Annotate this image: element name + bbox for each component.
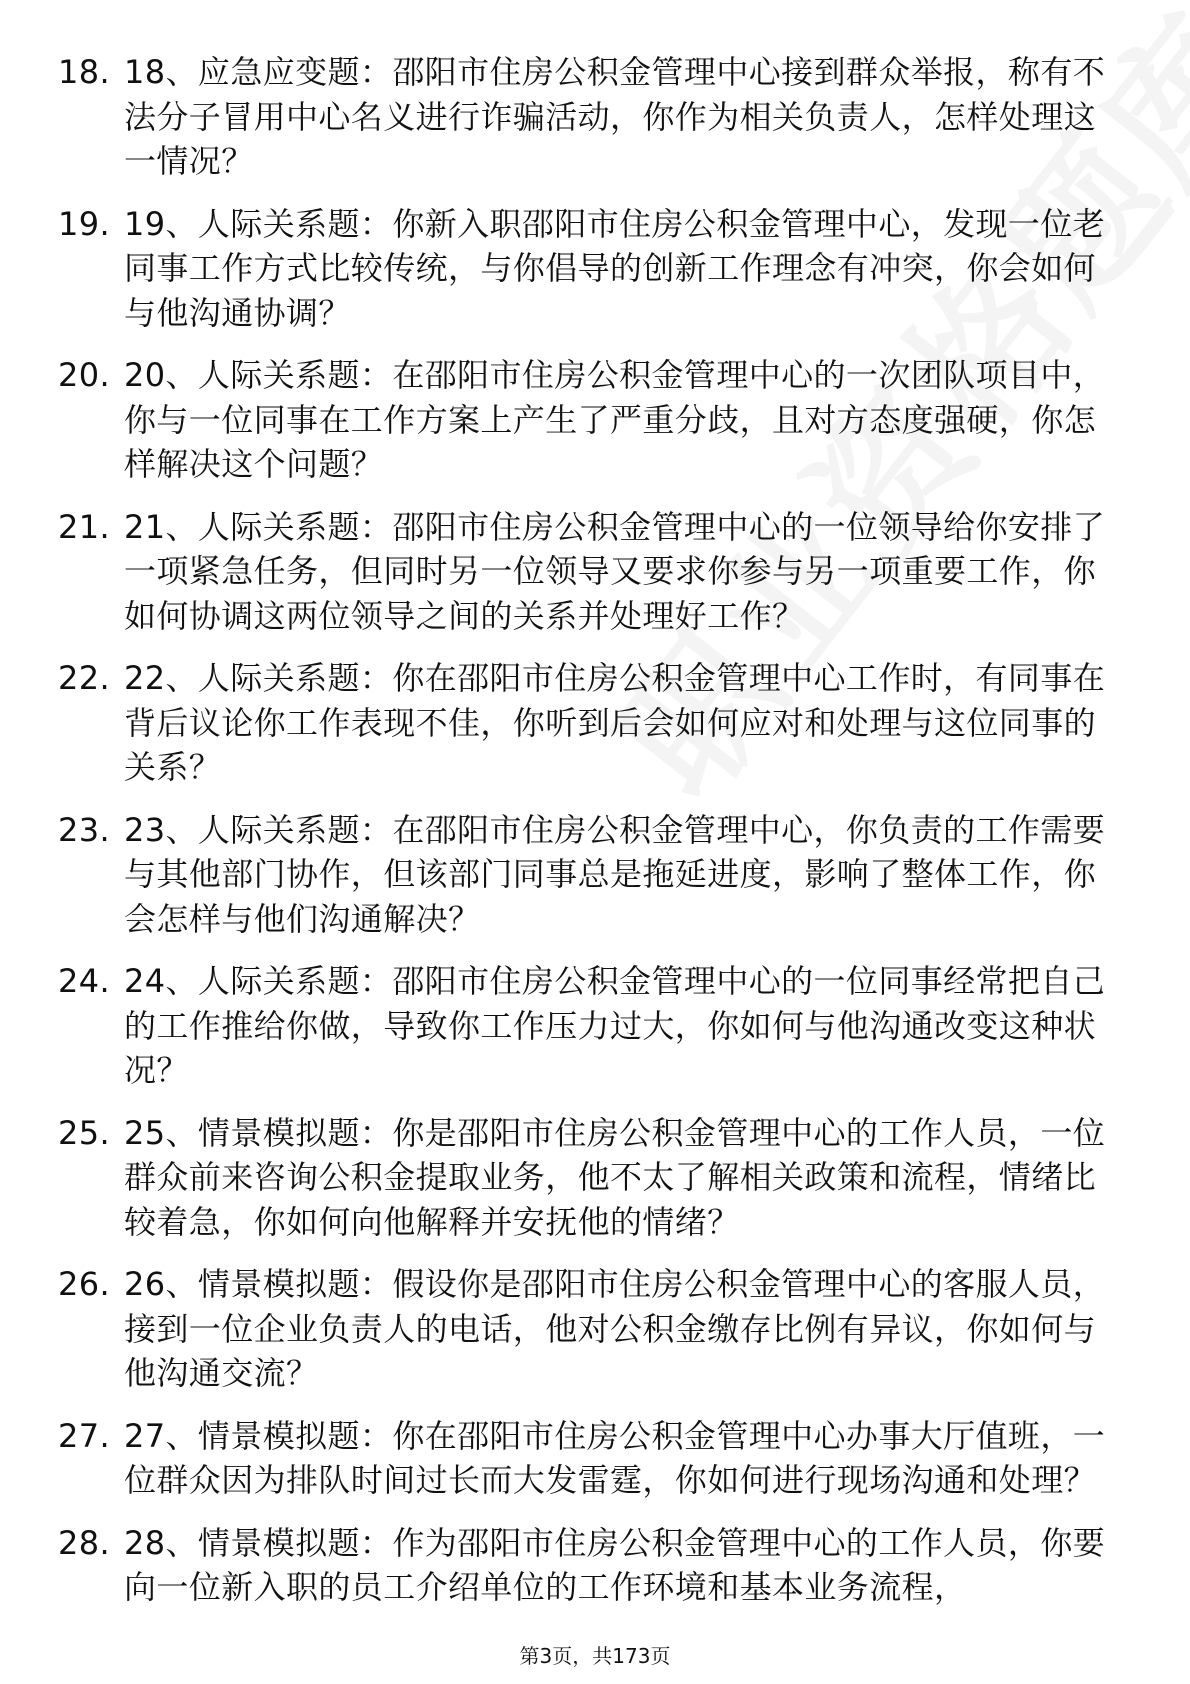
question-text: 23、人际关系题：在邵阳市住房公积金管理中心，你负责的工作需要与其他部门协作，但该部门同事总是拖延进度，影响了整体工作，你会怎样与他们沟通解决？ — [124, 810, 1106, 938]
list-item — [58, 1521, 1118, 1610]
item-number: 18. — [58, 53, 111, 91]
item-number: 21. — [58, 507, 111, 546]
question-list — [58, 50, 1118, 1628]
item-number: 24. — [58, 962, 111, 1000]
list-item — [58, 1414, 1118, 1503]
question-text: 19、人际关系题：你新入职邵阳市住房公积金管理中心，发现一位老同事工作方式比较传统，与你倡导的创新工作理念有冲突，你会如何与他沟通协调？ — [124, 204, 1106, 332]
question-text: 26、情景模拟题：假设你是邵阳市住房公积金管理中心的客服人员，接到一位企业负责人的电话，他对公积金缴存比例有异议，你如何与他沟通交流？ — [124, 1265, 1106, 1392]
question-text: 24、人际关系题：邵阳市住房公积金管理中心的一位同事经常把自己的工作推给你做，导致你工作压力过大，你如何与他沟通改变这种状况？ — [124, 962, 1106, 1089]
item-number: 27. — [58, 1416, 111, 1455]
list-item — [58, 505, 1118, 639]
item-number: 19. — [58, 204, 111, 243]
item-number: 20. — [58, 356, 111, 394]
question-text: 22、人际关系题：你在邵阳市住房公积金管理中心工作时，有同事在背后议论你工作表现不佳，你听到后会如何应对和处理与这位同事的关系？ — [124, 659, 1106, 786]
list-item — [58, 808, 1118, 942]
item-number: 26. — [58, 1265, 111, 1303]
question-text: 20、人际关系题：在邵阳市住房公积金管理中心的一次团队项目中，你与一位同事在工作方案上产生了严重分歧，且对方态度强硬，你怎样解决这个问题？ — [124, 356, 1106, 483]
item-number: 22. — [58, 659, 111, 697]
question-text: 18、应急应变题：邵阳市住房公积金管理中心接到群众举报，称有不法分子冒用中心名义进行诈骗活动，你作为相关负责人，怎样处理这一情况？ — [124, 53, 1106, 180]
question-text: 25、情景模拟题：你是邵阳市住房公积金管理中心的工作人员，一位群众前来咨询公积金提取业务，他不太了解相关政策和流程，情绪比较着急，你如何向他解释并安抚他的情绪？ — [124, 1113, 1106, 1241]
list-item — [58, 656, 1118, 790]
item-number: 25. — [58, 1113, 111, 1152]
page-footer: 第3页，共173页 — [519, 1644, 671, 1668]
list-item — [58, 1262, 1118, 1396]
list-item — [58, 50, 1118, 184]
question-text: 27、情景模拟题：你在邵阳市住房公积金管理中心办事大厅值班，一位群众因为排队时间过长而大发雷霆，你如何进行现场沟通和处理？ — [124, 1416, 1106, 1499]
list-item — [58, 353, 1118, 487]
item-number: 23. — [58, 810, 111, 849]
list-item — [58, 202, 1118, 336]
list-item — [58, 959, 1118, 1093]
item-number: 28. — [58, 1523, 111, 1562]
list-item — [58, 1111, 1118, 1245]
question-text: 21、人际关系题：邵阳市住房公积金管理中心的一位领导给你安排了一项紧急任务，但同时另一位领导又要求你参与另一项重要工作，你如何协调这两位领导之间的关系并处理好工作？ — [124, 507, 1106, 635]
question-text: 28、情景模拟题：作为邵阳市住房公积金管理中心的工作人员，你要向一位新入职的员工介绍单位的工作环境和基本业务流程， — [124, 1523, 1106, 1606]
